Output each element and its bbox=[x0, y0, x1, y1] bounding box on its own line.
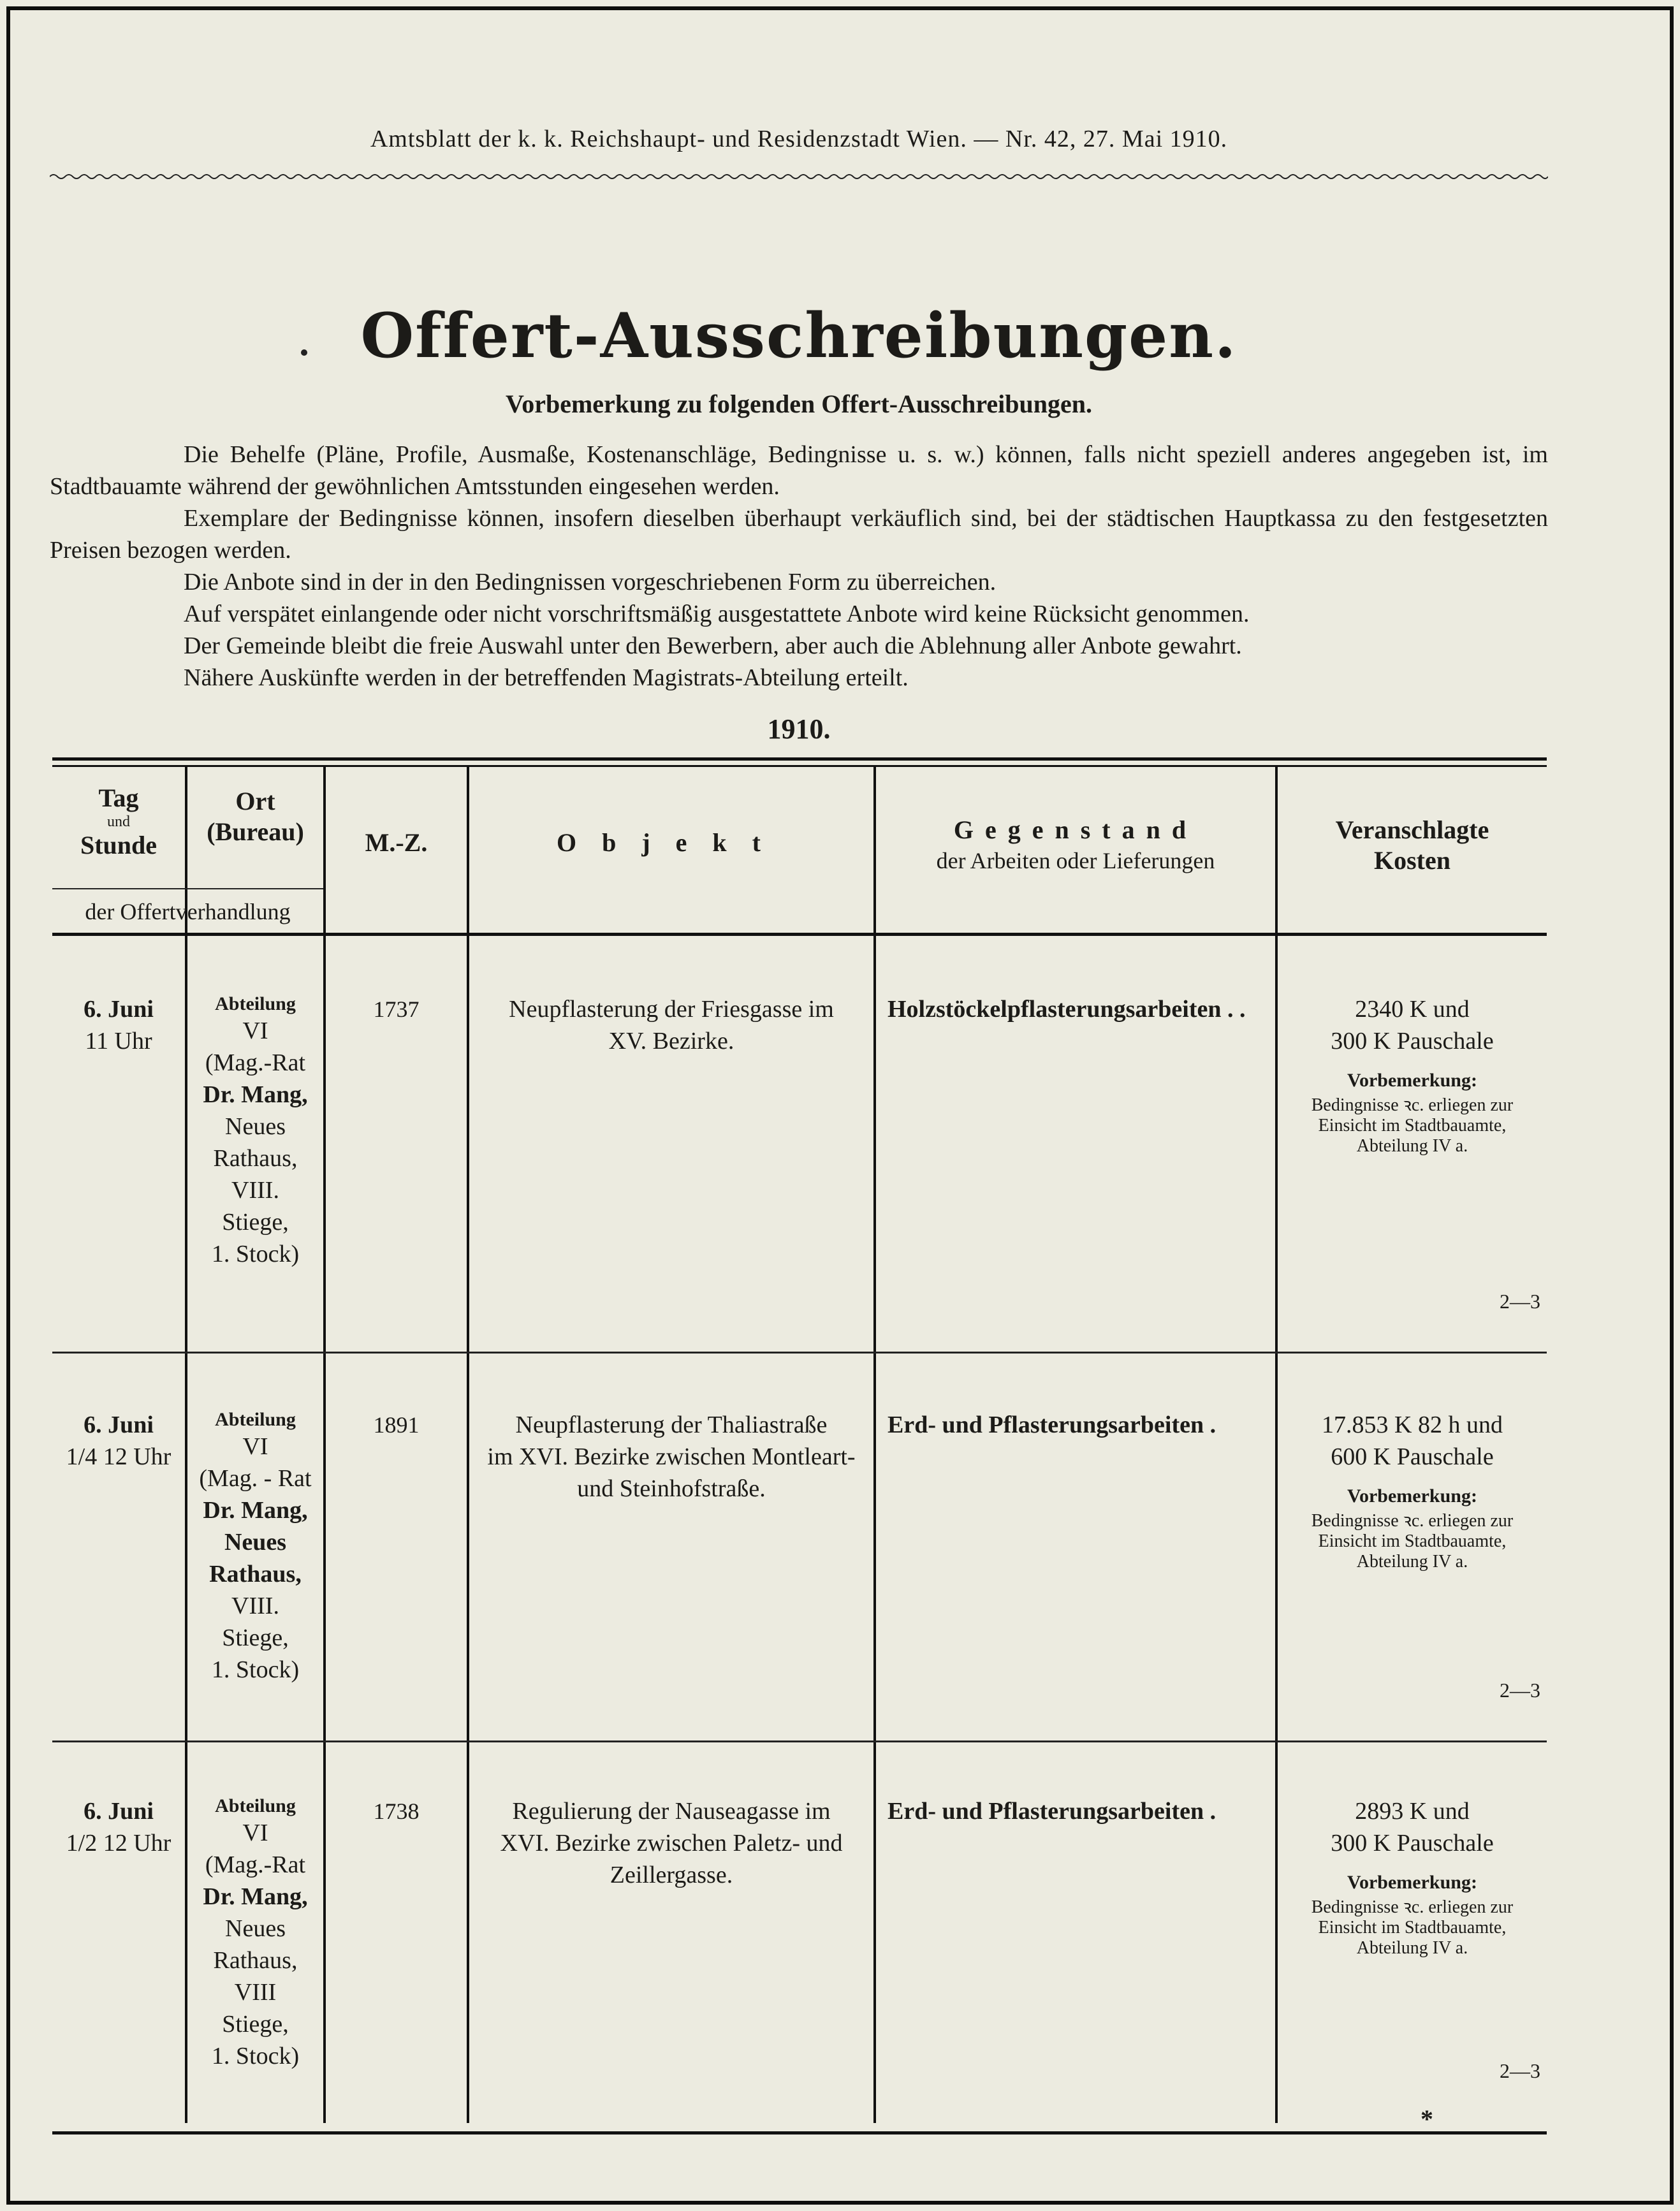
header-tag: Tag bbox=[98, 784, 139, 812]
cost-line: 300 K Pauschale bbox=[1331, 1830, 1494, 1857]
header-kosten-line2: Kosten bbox=[1374, 846, 1450, 875]
note-title: Vorbemerkung: bbox=[1347, 1872, 1477, 1893]
row-date bbox=[52, 1409, 185, 1473]
note-line: Bedingnisse ꝛc. erliegen zur bbox=[1311, 1511, 1514, 1531]
header-kosten-line1: Veranschlagte bbox=[1335, 815, 1489, 844]
table-rule bbox=[52, 1352, 1547, 1354]
intro-paragraph: Auf verspätet einlangende oder nicht vorschriftsmäßig ausgestattete Anbote wird keine Rücksicht genommen. bbox=[184, 601, 1250, 627]
header-gegenstand-label: Gegenstand bbox=[953, 815, 1198, 844]
intro-paragraph: Der Gemeinde bleibt die freie Auswahl unter den Bewerbern, aber auch die Ablehnung aller Anbote gewahrt. bbox=[184, 632, 1242, 659]
row-reference: 2—3 bbox=[1500, 1290, 1540, 1313]
note-line: Bedingnisse ꝛc. erliegen zur bbox=[1311, 1095, 1514, 1115]
header-kosten bbox=[1278, 815, 1547, 876]
header-ort bbox=[187, 786, 323, 847]
table-rule bbox=[52, 888, 323, 889]
note-line: Einsicht im Stadtbauamte, bbox=[1318, 1531, 1507, 1551]
row-reference: 2—3 bbox=[1500, 2059, 1540, 2082]
office-line: 1. Stock) bbox=[211, 1656, 300, 1683]
table-rule bbox=[52, 1740, 1547, 1742]
footer-mark: * bbox=[1421, 2105, 1433, 2133]
header-ort-line: Ort bbox=[235, 787, 275, 815]
row-object bbox=[469, 993, 873, 1057]
header-mz bbox=[326, 828, 467, 858]
note-title: Vorbemerkung: bbox=[1347, 1070, 1477, 1091]
office-line: VI bbox=[242, 1018, 268, 1044]
office-line: Stiege, bbox=[222, 1624, 289, 1651]
cost-line: 2893 K und bbox=[1355, 1798, 1470, 1825]
office-line: VIII. bbox=[231, 1593, 279, 1619]
row-subject: Erd- und Pflasterungsarbeiten . bbox=[887, 1412, 1216, 1438]
office-line: (Mag.-Rat bbox=[205, 1049, 306, 1076]
office-line: 1. Stock) bbox=[211, 1241, 300, 1267]
header-offertverhandlung bbox=[52, 896, 323, 927]
office-line: Neues bbox=[224, 1529, 287, 1556]
header-objekt-label: Objekt bbox=[557, 828, 786, 857]
office-line: Abteilung bbox=[215, 1409, 296, 1430]
row-mz: 1737 bbox=[373, 996, 420, 1022]
intro-text bbox=[50, 439, 1548, 694]
header-mz-label: M.-Z. bbox=[365, 828, 428, 857]
offer-table bbox=[52, 757, 1547, 2134]
office-line: Neues bbox=[225, 1915, 286, 1942]
office-line: Rathaus, bbox=[213, 1145, 298, 1172]
office-line: Neues bbox=[225, 1113, 286, 1140]
row-cost bbox=[1278, 1409, 1547, 1572]
object-line: Neupflasterung der Thaliastraße bbox=[515, 1412, 828, 1438]
table-rule bbox=[52, 2131, 1547, 2134]
row-hour: 1/4 12 Uhr bbox=[66, 1443, 172, 1470]
table-rule bbox=[52, 765, 1547, 767]
column-divider bbox=[323, 765, 326, 2123]
row-mz: 1738 bbox=[373, 1799, 420, 1824]
cost-line: 300 K Pauschale bbox=[1331, 1028, 1494, 1054]
row-office bbox=[187, 1795, 323, 2072]
cost-line: 600 K Pauschale bbox=[1331, 1443, 1494, 1470]
note-title: Vorbemerkung: bbox=[1347, 1485, 1477, 1507]
row-date bbox=[52, 1795, 185, 1859]
intro-paragraph: Exemplare der Bedingnisse können, insofern dieselben überhaupt verkäuflich sind, bei der städtischen Hauptkassa zu den festgesetzten Preisen bezogen werden. bbox=[50, 505, 1548, 564]
stray-ink-dot bbox=[301, 349, 307, 356]
office-line: (Mag. - Rat bbox=[199, 1465, 312, 1492]
object-line: Neupflasterung der Friesgasse im bbox=[509, 996, 834, 1023]
row-reference: 2—3 bbox=[1500, 1679, 1540, 1702]
office-line: VI bbox=[242, 1820, 268, 1846]
intro-paragraph: Die Anbote sind in der in den Bedingnissen vorgeschriebenen Form zu überreichen. bbox=[184, 569, 997, 595]
page-title: Offert-Ausschreibungen. bbox=[360, 300, 1238, 372]
row-object bbox=[469, 1409, 873, 1505]
office-line: VI bbox=[242, 1433, 268, 1460]
intro-paragraph: Die Behelfe (Pläne, Profile, Ausmaße, Kostenanschläge, Bedingnisse u. s. w.) können, falls nicht speziell anderes angegeben ist, im Stadtbauamte während der gewöhnlichen Amtsstunden eingesehen werden. bbox=[50, 441, 1548, 500]
header-gegenstand-sub: der Arbeiten oder Lieferungen bbox=[936, 848, 1215, 873]
row-date bbox=[52, 993, 185, 1057]
office-line: Dr. Mang, bbox=[203, 1883, 308, 1910]
row-hour: 11 Uhr bbox=[85, 1028, 152, 1054]
note-line: Abteilung IV a. bbox=[1356, 1938, 1468, 1958]
header-stunde: Stunde bbox=[80, 831, 157, 859]
office-line: Dr. Mang, bbox=[203, 1081, 308, 1108]
office-line: Rathaus, bbox=[213, 1947, 298, 1974]
row-day: 6. Juni bbox=[84, 1798, 154, 1825]
note-line: Abteilung IV a. bbox=[1356, 1136, 1468, 1156]
object-line: XV. Bezirke. bbox=[608, 1028, 734, 1054]
row-cost bbox=[1278, 1795, 1547, 1959]
header-tag-stunde bbox=[52, 783, 185, 861]
office-line: Dr. Mang, bbox=[203, 1497, 308, 1524]
note-line: Einsicht im Stadtbauamte, bbox=[1318, 1116, 1507, 1135]
header-bureau-line: (Bureau) bbox=[207, 817, 304, 846]
office-line: Rathaus, bbox=[209, 1561, 302, 1587]
row-office bbox=[187, 1409, 323, 1686]
row-office bbox=[187, 993, 323, 1270]
office-line: VIII. bbox=[231, 1177, 279, 1204]
cost-line: 2340 K und bbox=[1355, 996, 1470, 1023]
office-line: 1. Stock) bbox=[211, 2043, 300, 2069]
table-rule bbox=[52, 933, 1547, 936]
header-sub: der Offertverhandlung bbox=[85, 899, 291, 924]
running-header: Amtsblatt der k. k. Reichshaupt- und Residenzstadt Wien. — Nr. 42, 27. Mai 1910. bbox=[370, 126, 1228, 152]
table-rule bbox=[52, 757, 1547, 761]
note-line: Einsicht im Stadtbauamte, bbox=[1318, 1918, 1507, 1937]
office-line: Stiege, bbox=[222, 2011, 289, 2038]
header-und: und bbox=[107, 814, 130, 830]
office-line: Abteilung bbox=[215, 1795, 296, 1816]
row-cost bbox=[1278, 993, 1547, 1157]
row-hour: 1/2 12 Uhr bbox=[66, 1830, 172, 1857]
header-gegenstand bbox=[876, 815, 1275, 876]
row-subject: Holzstöckelpflasterungsarbeiten . . bbox=[887, 996, 1246, 1023]
row-day: 6. Juni bbox=[84, 996, 154, 1023]
object-line: XVI. Bezirke zwischen Paletz- und bbox=[500, 1830, 843, 1857]
header-objekt bbox=[469, 828, 873, 858]
row-subject: Erd- und Pflasterungsarbeiten . bbox=[887, 1798, 1216, 1825]
subtitle: Vorbemerkung zu folgenden Offert-Ausschreibungen. bbox=[505, 390, 1093, 418]
intro-paragraph: Nähere Auskünfte werden in der betreffenden Magistrats-Abteilung erteilt. bbox=[184, 664, 909, 691]
note-line: Bedingnisse ꝛc. erliegen zur bbox=[1311, 1897, 1514, 1917]
year-heading: 1910. bbox=[767, 713, 831, 745]
object-line: im XVI. Bezirke zwischen Montleart- bbox=[487, 1443, 856, 1470]
object-line: Zeillergasse. bbox=[610, 1862, 733, 1888]
cost-line: 17.853 K 82 h und bbox=[1322, 1412, 1503, 1438]
note-line: Abteilung IV a. bbox=[1356, 1552, 1468, 1572]
office-line: (Mag.-Rat bbox=[205, 1851, 306, 1878]
object-line: Regulierung der Nauseagasse im bbox=[512, 1798, 831, 1825]
wavy-divider bbox=[50, 172, 1548, 181]
office-line: Stiege, bbox=[222, 1209, 289, 1236]
row-mz: 1891 bbox=[373, 1412, 420, 1438]
column-divider bbox=[873, 765, 876, 2123]
office-line: Abteilung bbox=[215, 993, 296, 1014]
object-line: und Steinhofstraße. bbox=[577, 1475, 766, 1502]
office-line: VIII bbox=[234, 1979, 277, 2006]
row-day: 6. Juni bbox=[84, 1412, 154, 1438]
row-object bbox=[469, 1795, 873, 1891]
